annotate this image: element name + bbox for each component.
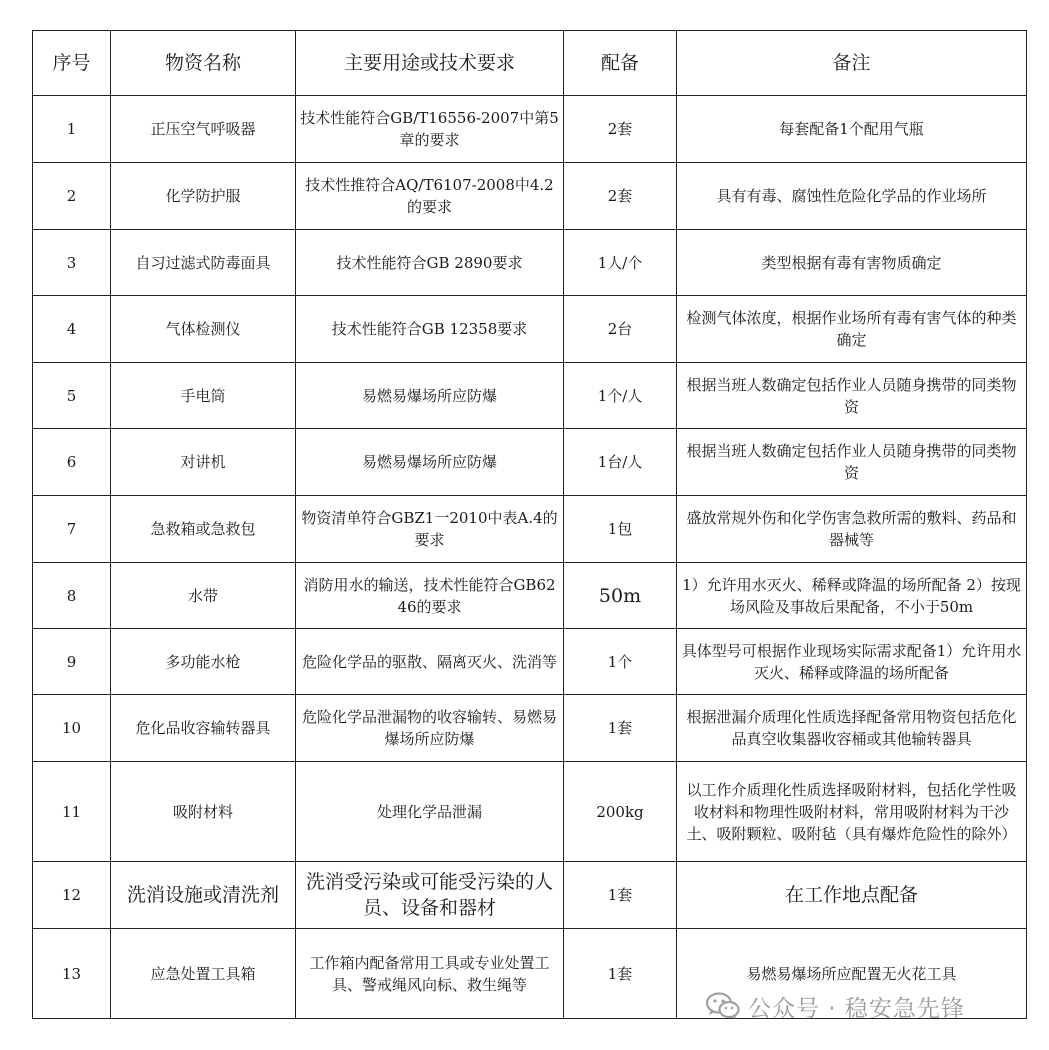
row-name: 正压空气呼吸器: [111, 96, 296, 163]
watermark-text: 公众号 · 稳安急先锋: [748, 995, 965, 1022]
table-row: [33, 163, 1027, 230]
row-usage: 易燃易爆场所应防爆: [296, 363, 564, 429]
row-note: 根据当班人数确定包括作业人员随身携带的同类物资: [677, 429, 1027, 496]
header-no: 序号: [33, 31, 111, 96]
row-name: 危化品收容输转器具: [111, 695, 296, 762]
row-note: 根据当班人数确定包括作业人员随身携带的同类物资: [677, 363, 1027, 429]
equipment-table-container: [32, 30, 1026, 1019]
row-note: 具体型号可根据作业现场实际需求配备1）允许用水灭火、稀释或降温的场所配备: [677, 629, 1027, 695]
table-row: [33, 296, 1027, 363]
row-no: 2: [33, 163, 111, 230]
table-row: [33, 563, 1027, 629]
row-no: 4: [33, 296, 111, 363]
row-no: 13: [33, 929, 111, 1019]
row-name: 应急处置工具箱: [111, 929, 296, 1019]
row-usage: 危险化学品的驱散、隔离灭火、洗消等: [296, 629, 564, 695]
table-row: [33, 230, 1027, 296]
row-name: 多功能水枪: [111, 629, 296, 695]
row-usage: 危险化学品泄漏物的收容输转、易燃易爆场所应防爆: [296, 695, 564, 762]
row-qty: 200kg: [564, 762, 677, 862]
row-no: 3: [33, 230, 111, 296]
row-name: 气体检测仪: [111, 296, 296, 363]
row-no: 9: [33, 629, 111, 695]
table-row: [33, 363, 1027, 429]
row-qty: 1套: [564, 862, 677, 929]
row-no: 5: [33, 363, 111, 429]
table-row: [33, 96, 1027, 163]
table-header-row: [33, 31, 1027, 96]
row-note: 在工作地点配备: [677, 862, 1027, 929]
table-row: [33, 862, 1027, 929]
row-usage: 工作箱内配备常用工具或专业处置工具、警戒绳风向标、救生绳等: [296, 929, 564, 1019]
row-usage: 处理化学品泄漏: [296, 762, 564, 862]
row-qty: 1套: [564, 695, 677, 762]
row-no: 12: [33, 862, 111, 929]
row-name: 水带: [111, 563, 296, 629]
row-qty: 1个: [564, 629, 677, 695]
table-row: [33, 429, 1027, 496]
row-no: 6: [33, 429, 111, 496]
header-note: 备注: [677, 31, 1027, 96]
table-row: [33, 762, 1027, 862]
row-name: 对讲机: [111, 429, 296, 496]
row-note: 检测气体浓度，根据作业场所有毒有害气体的种类确定: [677, 296, 1027, 363]
row-qty: 1包: [564, 496, 677, 563]
table-row: [33, 629, 1027, 695]
equipment-table: [32, 30, 1027, 1019]
row-no: 8: [33, 563, 111, 629]
row-name: 吸附材料: [111, 762, 296, 862]
row-name: 化学防护服: [111, 163, 296, 230]
wechat-icon: [706, 992, 740, 1020]
row-note: 易燃易爆场所应配置无火花工具: [677, 929, 1027, 1019]
row-note: 根据泄漏介质理化性质选择配备常用物资包括危化品真空收集器收容桶或其他输转器具: [677, 695, 1027, 762]
row-usage: 技术性推符合AQ/T6107-2008中4.2的要求: [296, 163, 564, 230]
row-qty: 2套: [564, 96, 677, 163]
row-usage: 洗消受污染或可能受污染的人员、设备和器材: [296, 862, 564, 929]
row-qty: 1人/个: [564, 230, 677, 296]
row-qty: 1套: [564, 929, 677, 1019]
row-qty: 1台/人: [564, 429, 677, 496]
row-name: 手电筒: [111, 363, 296, 429]
row-usage: 易燃易爆场所应防爆: [296, 429, 564, 496]
table-row: [33, 496, 1027, 563]
row-qty: 50m: [564, 563, 677, 629]
row-usage: 物资清单符合GBZ1一2010中表A.4的要求: [296, 496, 564, 563]
row-note: 以工作介质理化性质选择吸附材料，包括化学性吸收材料和物理性吸附材料，常用吸附材料为干沙土、吸附颗粒、吸附毡（具有爆炸危险性的除外）: [677, 762, 1027, 862]
row-qty: 2套: [564, 163, 677, 230]
table-row: [33, 695, 1027, 762]
row-usage: 技术性能符合GB 12358要求: [296, 296, 564, 363]
row-qty: 2台: [564, 296, 677, 363]
row-note: 1）允许用水灭火、稀释或降温的场所配备 2）按现场风险及事故后果配备，不小于50m: [677, 563, 1027, 629]
row-no: 10: [33, 695, 111, 762]
row-name: 急救箱或急救包: [111, 496, 296, 563]
row-note: 每套配备1个配用气瓶: [677, 96, 1027, 163]
row-no: 7: [33, 496, 111, 563]
row-no: 11: [33, 762, 111, 862]
row-usage: 消防用水的输送，技术性能符合GB6246的要求: [296, 563, 564, 629]
row-no: 1: [33, 96, 111, 163]
row-usage: 技术性能符合GB 2890要求: [296, 230, 564, 296]
row-qty: 1个/人: [564, 363, 677, 429]
header-name: 物资名称: [111, 31, 296, 96]
row-note: 盛放常规外伤和化学伤害急救所需的敷料、药品和器械等: [677, 496, 1027, 563]
row-note: 具有有毒、腐蚀性危险化学品的作业场所: [677, 163, 1027, 230]
row-name: 自习过滤式防毒面具: [111, 230, 296, 296]
row-name: 洗消设施或清洗剂: [111, 862, 296, 929]
row-note: 类型根据有毒有害物质确定: [677, 230, 1027, 296]
header-qty: 配备: [564, 31, 677, 96]
watermark: [706, 988, 965, 1024]
row-usage: 技术性能符合GB/T16556-2007中第5章的要求: [296, 96, 564, 163]
header-usage: 主要用途或技术要求: [296, 31, 564, 96]
